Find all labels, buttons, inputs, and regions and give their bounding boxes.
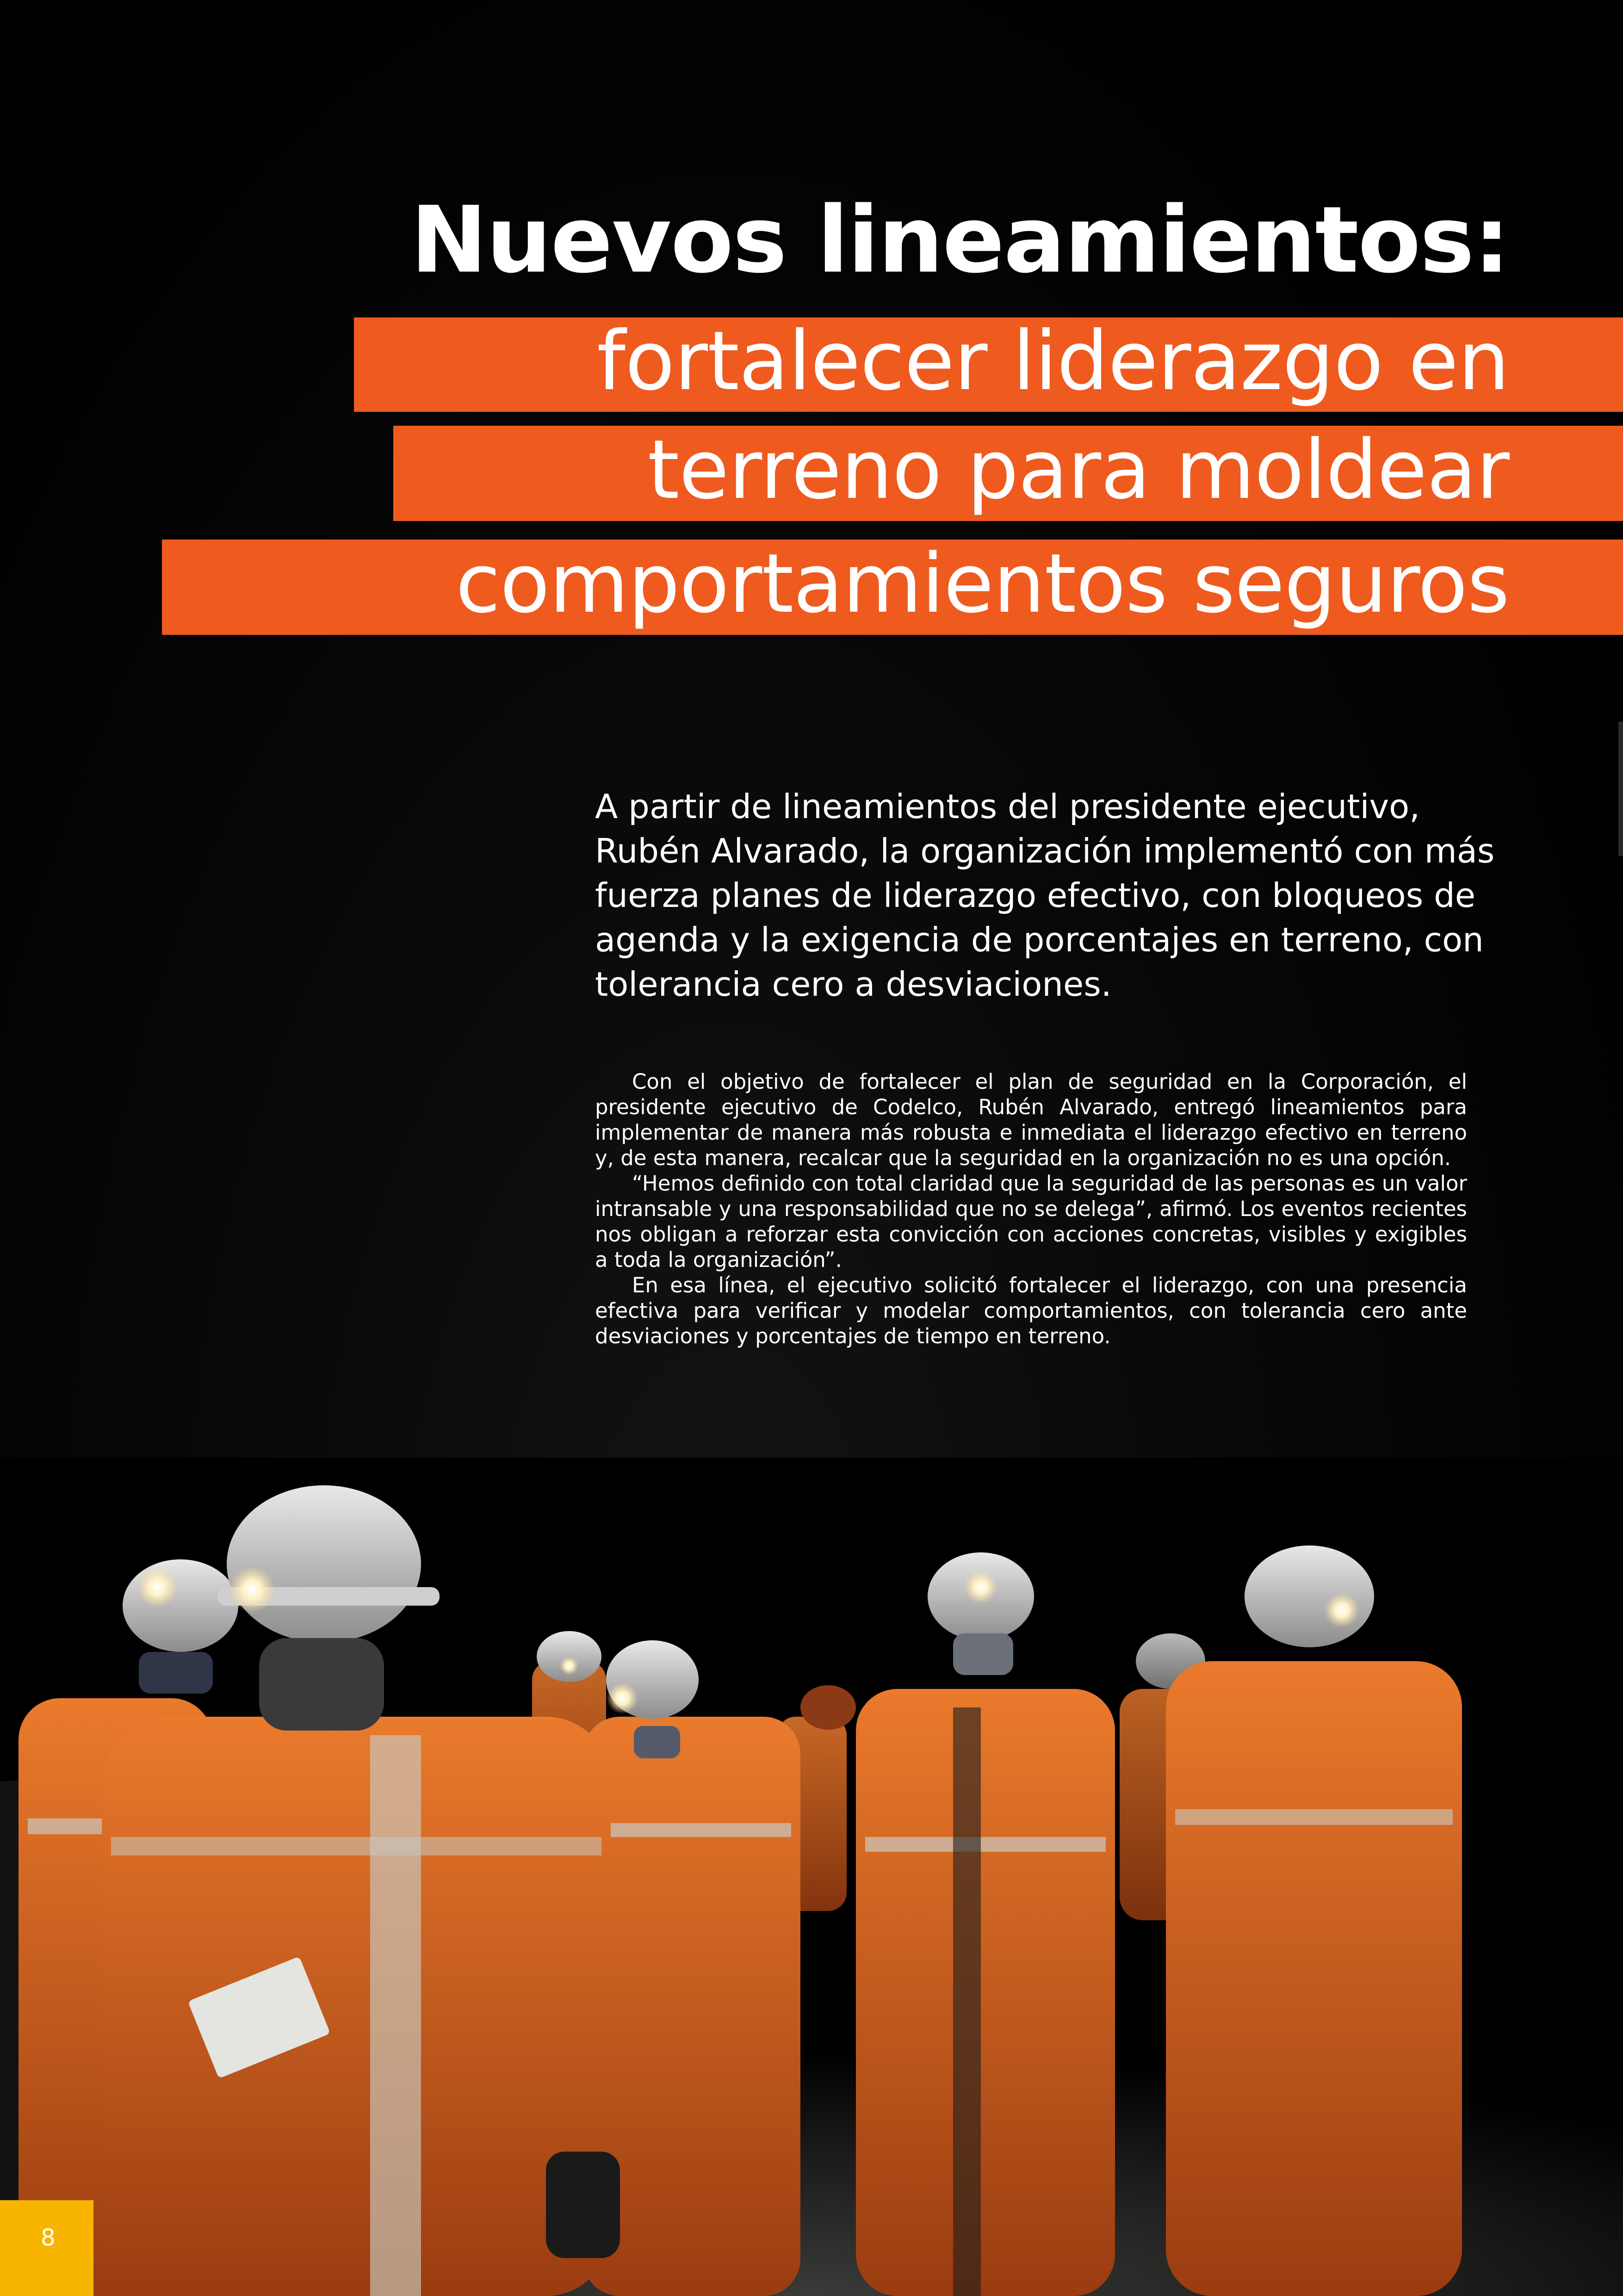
article-title: Nuevos lineamientos:: [410, 186, 1509, 293]
page-number-box: [0, 2200, 93, 2296]
subtitle-line-2: terreno para moldear: [647, 422, 1509, 517]
body-paragraph-3: En esa línea, el ejecutivo solicitó fortalecer el liderazgo, con una presencia efectiva para verificar y modelar comportamientos, con tolerancia cero ante desviaciones y porcentajes de tiempo en terreno.: [595, 1273, 1467, 1348]
subtitle-line-1: fortalecer liderazgo en: [597, 313, 1509, 409]
subtitle-bar-3: [162, 536, 1623, 635]
lead-paragraph: A partir de lineamientos del presidente ejecutivo, Rubén Alvarado, la organización implementó con más fuerza planes de liderazgo efectivo, con bloqueos de agenda y la exigencia de porcentajes en terreno, con tolerancia cero a desviaciones.: [595, 787, 1495, 1004]
article-body: [595, 1069, 1467, 1349]
subtitle-bar-2: [393, 422, 1623, 521]
page-number: 8: [41, 2224, 56, 2251]
body-paragraph-2: “Hemos definido con total claridad que la seguridad de las personas es un valor intransable y una responsabilidad que no se delega”, afirmó. Los eventos recientes nos obligan a reforzar esta convicción con acciones concretas, visibles y exigibles a toda la organización”.: [595, 1171, 1467, 1272]
body-paragraph-1: Con el objetivo de fortalecer el plan de seguridad en la Corporación, el presidente ejecutivo de Codelco, Rubén Alvarado, entregó lineamientos para implementar de manera más robusta e inmediata el liderazgo efectivo en terreno y, de esta manera, recalcar que la seguridad en la organización no es una opción.: [595, 1069, 1467, 1170]
subtitle-bar-1: [354, 313, 1623, 412]
subtitle-line-3: comportamientos seguros: [455, 536, 1509, 631]
edge-strip: [1618, 722, 1623, 856]
miners-photo: [0, 1458, 1623, 2296]
